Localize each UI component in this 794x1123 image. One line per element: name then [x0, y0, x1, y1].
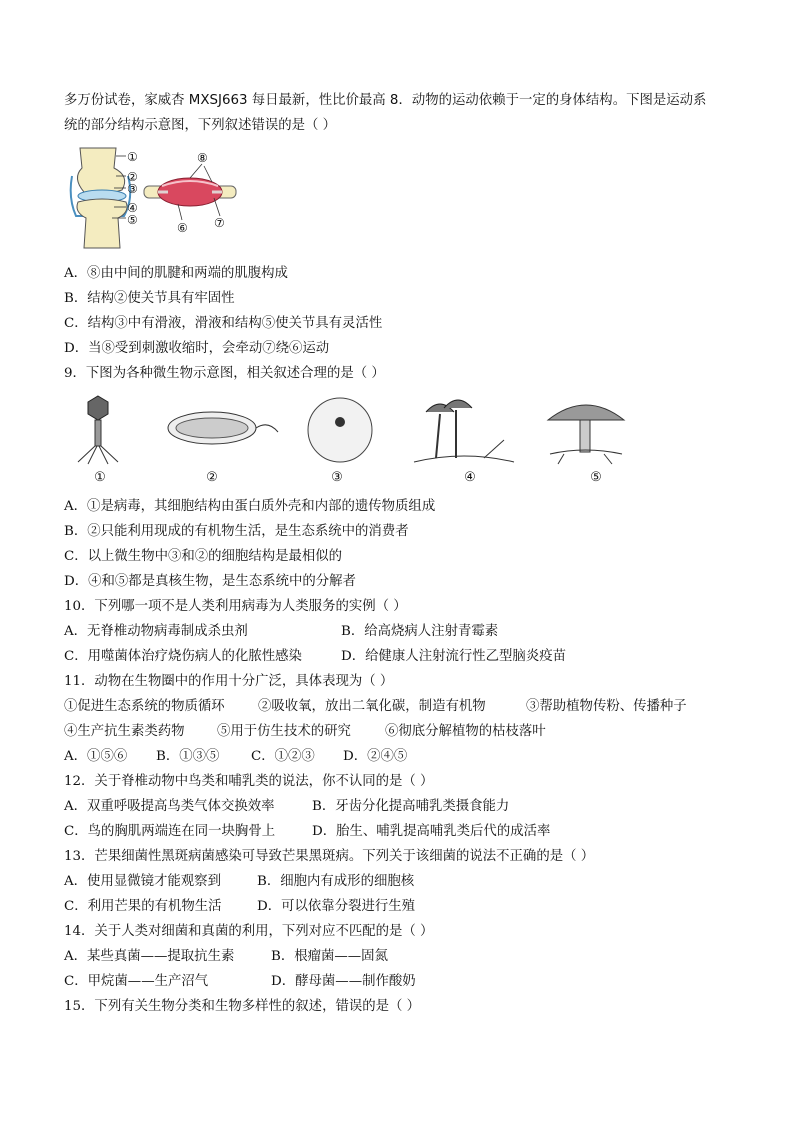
q10-option-b: B．给高烧病人注射青霉素 [341, 624, 499, 639]
fig8-label-4: ④ [127, 201, 138, 215]
microbes-diagram [64, 392, 664, 470]
q8-option-a: A．⑧由中间的肌腱和两端的肌腹构成 [64, 266, 288, 281]
joint-diagram [64, 146, 244, 250]
microbes-figure [64, 392, 664, 470]
q11-item-6: ⑥彻底分解植物的枯枝落叶 [385, 724, 546, 739]
joint-muscle-figure [64, 146, 244, 250]
q9-caption-3: ③ [331, 470, 343, 485]
q8-stem-line2: 统的部分结构示意图，下列叙述错误的是（ ） [64, 118, 337, 133]
q8-option-b: B．结构②使关节具有牢固性 [64, 291, 235, 306]
q11-option-b: B．①③⑤ [156, 749, 220, 764]
q11-option-d: D．②④⑤ [343, 749, 408, 764]
bacterium-drawing [168, 412, 278, 444]
q13-option-b: B．细胞内有成形的细胞核 [257, 874, 415, 889]
fig8-label-7: ⑦ [214, 216, 225, 230]
q9-caption-4: ④ [464, 470, 476, 485]
q13-option-d: D．可以依靠分裂进行生殖 [257, 899, 416, 914]
q12-option-d: D．胎生、哺乳提高哺乳类后代的成活率 [312, 824, 551, 839]
q11-option-c: C．①②③ [251, 749, 315, 764]
q9-option-d: D．④和⑤都是真核生物，是生态系统中的分解者 [64, 574, 356, 589]
q12-option-c: C．鸟的胸肌两端连在同一块胸骨上 [64, 824, 276, 839]
q13-option-a: A．使用显微镜才能观察到 [64, 874, 221, 889]
q8-stem-line1: 多万份试卷，家威杏 MXSJ663 每日最新，性比价最高 8．动物的运动依赖于一定的身体结构。下图是运动系 [64, 93, 707, 108]
q11-item-2: ②吸收氧，放出二氧化碳，制造有机物 [258, 699, 486, 714]
q14-option-a: A．某些真菌——提取抗生素 [64, 949, 235, 964]
q11-item-5: ⑤用于仿生技术的研究 [217, 724, 351, 739]
q8-option-d: D．当⑧受到刺激收缩时，会牵动⑦绕⑥运动 [64, 341, 330, 356]
fig8-label-2: ② [127, 170, 138, 184]
q9-caption-1: ① [94, 470, 106, 485]
q11-stem: 11．动物在生物圈中的作用十分广泛，具体表现为（ ） [64, 674, 394, 689]
q14-stem: 14．关于人类对细菌和真菌的利用，下列对应不匹配的是（ ） [64, 924, 434, 939]
fig8-label-8: ⑧ [197, 151, 208, 165]
q8-option-c: C．结构③中有滑液，滑液和结构⑤使关节具有灵活性 [64, 316, 383, 331]
q14-option-d: D．酵母菌——制作酸奶 [271, 974, 416, 989]
q9-caption-5: ⑤ [590, 470, 602, 485]
fig8-label-5: ⑤ [127, 213, 138, 227]
q11-option-a: A．①⑤⑥ [64, 749, 128, 764]
q13-option-c: C．利用芒果的有机物生活 [64, 899, 222, 914]
fig8-label-6: ⑥ [177, 221, 188, 235]
q9-stem: 9．下图为各种微生物示意图，相关叙述合理的是（ ） [64, 366, 385, 381]
q15-stem: 15．下列有关生物分类和生物多样性的叙述，错误的是（ ） [64, 999, 421, 1014]
fig8-label-1: ① [127, 150, 138, 164]
q13-stem: 13．芒果细菌性黑斑病菌感染可导致芒果黑斑病。下列关于该细菌的说法不正确的是（ ） [64, 849, 595, 864]
q9-caption-2: ② [206, 470, 218, 485]
q9-option-b: B．②只能利用现成的有机物生活，是生态系统中的消费者 [64, 524, 409, 539]
q10-stem: 10．下列哪一项不是人类利用病毒为人类服务的实例（ ） [64, 599, 407, 614]
q10-option-a: A．无脊椎动物病毒制成杀虫剂 [64, 624, 248, 639]
q12-option-a: A．双重呼吸提高鸟类气体交换效率 [64, 799, 275, 814]
q12-option-b: B．牙齿分化提高哺乳类摄食能力 [312, 799, 510, 814]
fig8-label-3: ③ [127, 182, 138, 196]
q11-item-1: ①促进生态系统的物质循环 [64, 699, 225, 714]
q9-option-a: A．①是病毒，其细胞结构由蛋白质外壳和内部的遗传物质组成 [64, 499, 436, 514]
q14-option-b: B．根瘤菌——固氮 [271, 949, 388, 964]
phage-drawing [78, 396, 118, 464]
q14-option-c: C．甲烷菌——生产沼气 [64, 974, 209, 989]
q12-stem: 12．关于脊椎动物中鸟类和哺乳类的说法，你不认同的是（ ） [64, 774, 434, 789]
q11-item-3: ③帮助植物传粉、传播种子 [526, 699, 687, 714]
q10-option-c: C．用噬菌体治疗烧伤病人的化脓性感染 [64, 649, 302, 664]
q9-option-c: C．以上微生物中③和②的细胞结构是最相似的 [64, 549, 343, 564]
yeast-drawing [308, 398, 372, 462]
mold-drawing [414, 400, 514, 462]
q11-item-4: ④生产抗生素类药物 [64, 724, 185, 739]
q10-option-d: D．给健康人注射流行性乙型脑炎疫苗 [341, 649, 566, 664]
mushroom-drawing [548, 405, 624, 464]
